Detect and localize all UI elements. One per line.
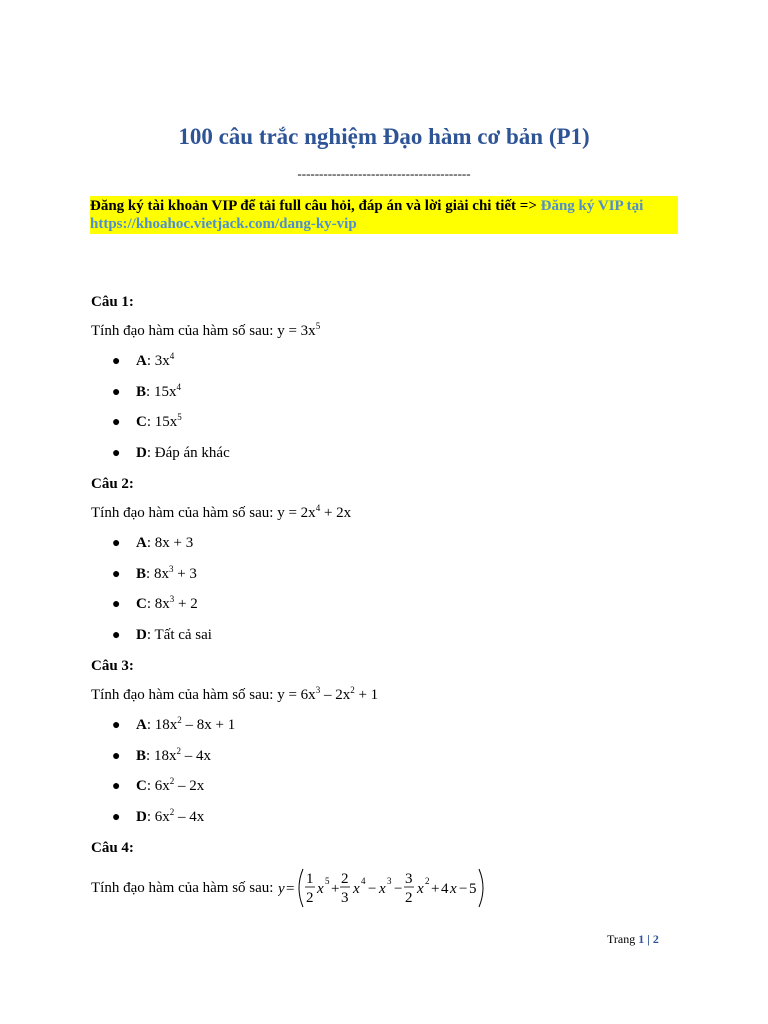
question-3-label: Câu 3: xyxy=(91,658,134,674)
formula-t2-den: 3 xyxy=(341,890,349,906)
question-2-option-b[interactable]: ● B: $8x^3 + 3$ xyxy=(112,564,197,582)
formula-minus3: − xyxy=(459,881,468,897)
question-4-prompt: Tính đạo hàm của hàm số sau: xyxy=(91,880,274,896)
question-1-option-b[interactable]: ● B: $15x^4$ xyxy=(112,382,181,400)
bullet-icon: ● xyxy=(112,536,121,551)
bullet-icon: ● xyxy=(112,718,121,733)
question-2-option-a[interactable]: ● A: 8x + 3 xyxy=(112,535,194,551)
formula-exp-3: 3 xyxy=(387,876,392,886)
question-3-prompt: Tính đạo hàm của hàm số sau: $y = 6x^3 - 2x^2 + 1$ xyxy=(91,685,379,703)
formula-left-paren xyxy=(299,869,303,907)
formula-t1-num: 1 xyxy=(306,871,314,887)
question-2-prompt: Tính đạo hàm của hàm số sau: $y = 2x^4 + 2x$ xyxy=(91,503,352,521)
formula-x1: x xyxy=(317,881,324,897)
formula-t2-num: 2 xyxy=(341,871,349,887)
formula-plus1: + xyxy=(331,881,340,897)
page-title: 100 câu trắc nghiệm Đạo hàm cơ bản (P1) xyxy=(178,124,590,149)
question-1-option-d[interactable]: ● D: Đáp án khác xyxy=(112,445,230,461)
question-3-option-d[interactable]: ● D: $6x^2 - 4x$ xyxy=(112,807,205,825)
formula-minus2: − xyxy=(394,881,403,897)
question-2-option-c[interactable]: ● C: $8x^3 + 2$ xyxy=(112,594,198,612)
question-3-option-c[interactable]: ● C: $6x^2 - 2x$ xyxy=(112,776,205,794)
formula-exp-5: 5 xyxy=(325,876,330,886)
bullet-icon: ● xyxy=(112,567,121,582)
formula-five: 5 xyxy=(469,881,477,897)
bullet-icon: ● xyxy=(112,597,121,612)
formula-x5: x xyxy=(450,881,457,897)
formula-exp-4: 4 xyxy=(361,876,366,886)
question-3-option-b[interactable]: ● B: $18x^2 - 4x$ xyxy=(112,746,211,764)
bullet-icon: ● xyxy=(112,446,121,461)
bullet-icon: ● xyxy=(112,415,121,430)
formula-x4: x xyxy=(417,881,424,897)
bullet-icon: ● xyxy=(112,628,121,643)
bullet-icon: ● xyxy=(112,385,121,400)
question-1-label: Câu 1: xyxy=(91,294,134,310)
question-2-label: Câu 2: xyxy=(91,476,134,492)
question-1-option-c[interactable]: ● C: $15x^5$ xyxy=(112,412,182,430)
formula-plus2: + xyxy=(431,881,440,897)
question-1-option-a[interactable]: ● A: $3x^4$ xyxy=(112,351,175,369)
vip-register-link[interactable]: Đăng ký VIP tại https://khoahoc.vietjack.com/dang-ky-vip xyxy=(90,198,644,232)
formula-x3: x xyxy=(379,881,386,897)
formula-t3-den: 2 xyxy=(405,890,413,906)
formula-t1-den: 2 xyxy=(306,890,314,906)
question-4-formula xyxy=(278,866,488,910)
formula-y: y xyxy=(278,881,285,897)
divider: ---------------------------------------- xyxy=(297,166,471,181)
bullet-icon: ● xyxy=(112,810,121,825)
formula-x2: x xyxy=(353,881,360,897)
formula-t3-num: 3 xyxy=(405,871,413,887)
formula-equals: = xyxy=(286,881,295,897)
vip-banner xyxy=(90,196,678,234)
bullet-icon: ● xyxy=(112,749,121,764)
page-footer: Trang 1 | 2 xyxy=(607,932,659,946)
question-1-prompt: Tính đạo hàm của hàm số sau: $y = 3x^5$ xyxy=(91,321,321,339)
question-2-option-d[interactable]: ● D: Tất cả sai xyxy=(112,627,212,643)
formula-exp-2: 2 xyxy=(425,876,430,886)
banner-text: Đăng ký tài khoản VIP để tải full câu hỏi, đáp án và lời giải chi tiết => xyxy=(90,198,537,214)
formula-right-paren xyxy=(479,869,483,907)
question-4-label: Câu 4: xyxy=(91,840,134,856)
question-3-option-a[interactable]: ● A: $18x^2 - 8x + 1$ xyxy=(112,715,236,733)
bullet-icon: ● xyxy=(112,354,121,369)
formula-four: 4 xyxy=(441,881,449,897)
formula-minus1: − xyxy=(368,881,377,897)
bullet-icon: ● xyxy=(112,779,121,794)
